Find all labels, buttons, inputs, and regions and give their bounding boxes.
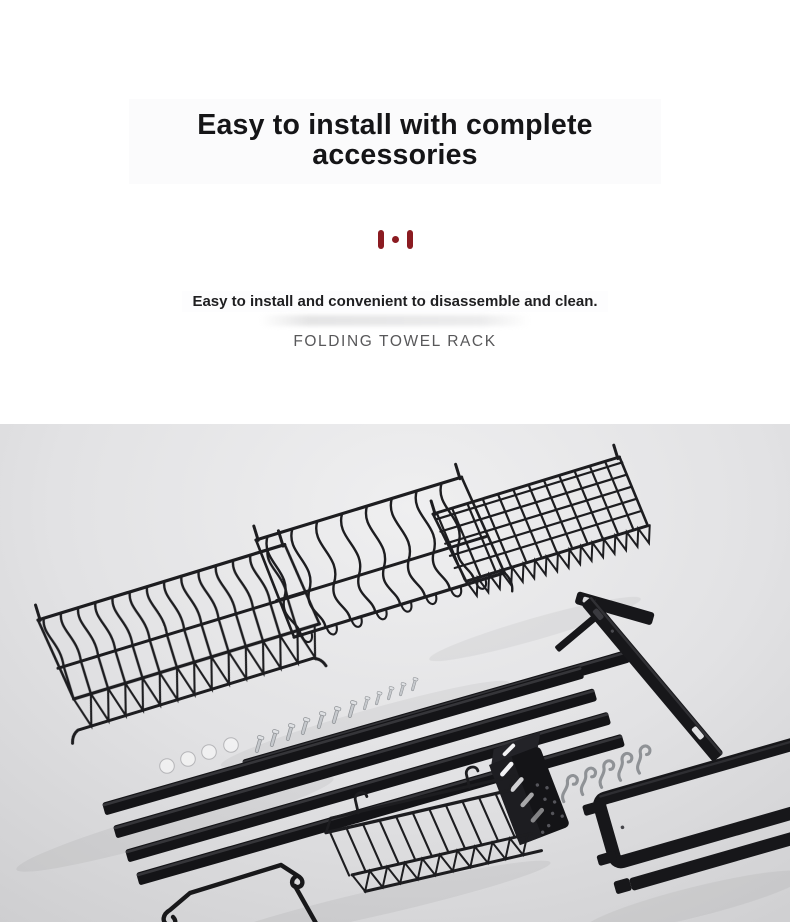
title-banner	[129, 99, 661, 184]
subtitle: Easy to install and convenient to disassemble and clean.	[182, 291, 607, 312]
accent-bar-right-icon	[407, 230, 413, 249]
product-photo	[0, 424, 790, 922]
product-label: FOLDING TOWEL RACK	[293, 333, 497, 350]
accent-bar-left-icon	[378, 230, 384, 249]
parts-photo-canvas	[0, 424, 790, 922]
header-section	[0, 99, 790, 424]
accent-divider	[0, 229, 790, 249]
page-title: Easy to install with complete accessories	[197, 109, 593, 171]
watermark-smudge	[260, 315, 530, 326]
subtitle-row	[0, 269, 790, 312]
accent-dot-icon	[392, 236, 399, 243]
